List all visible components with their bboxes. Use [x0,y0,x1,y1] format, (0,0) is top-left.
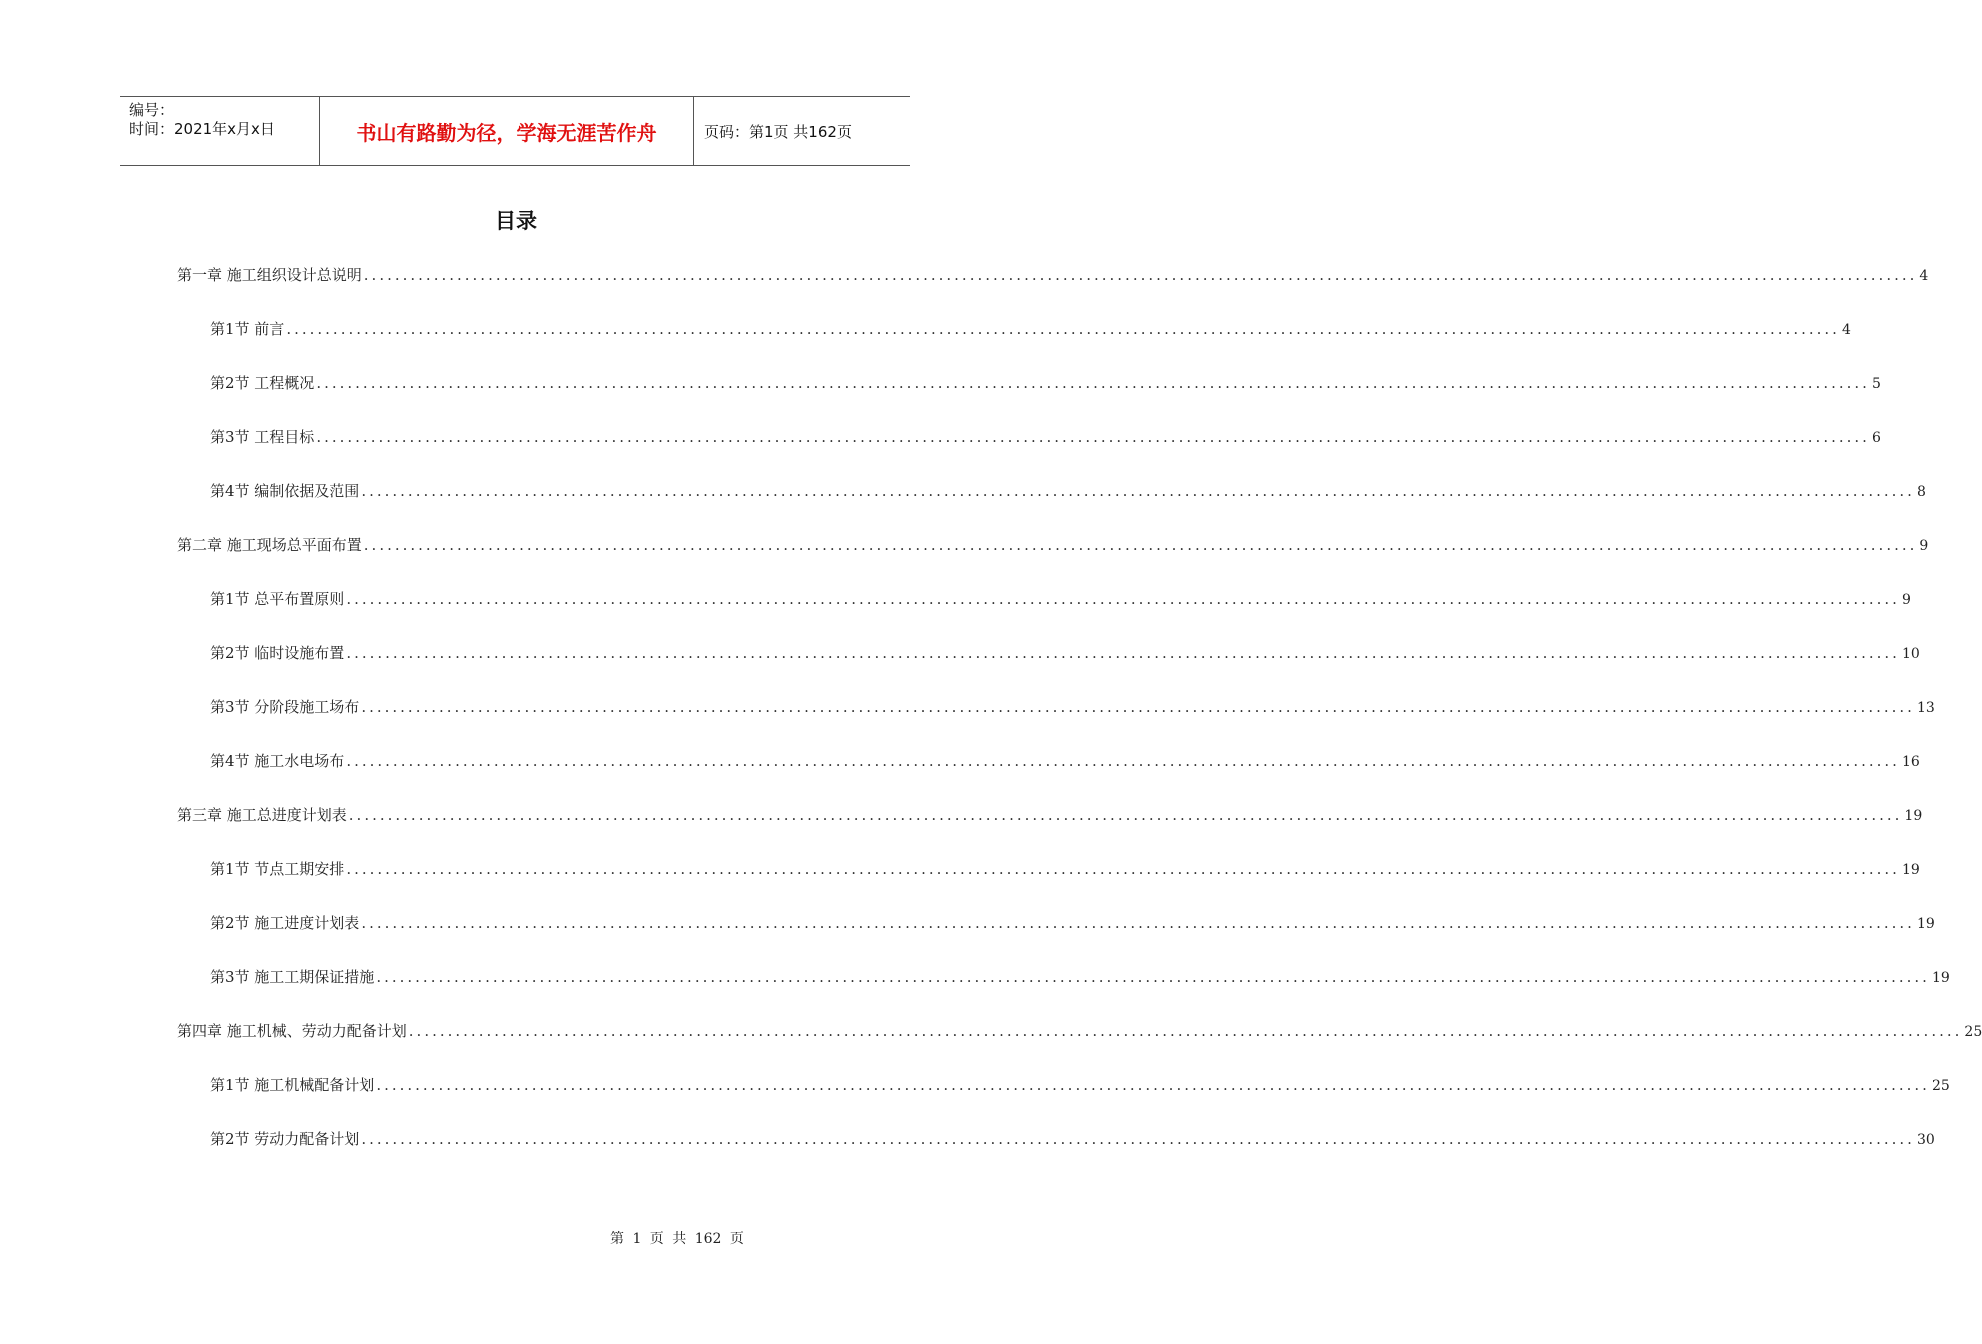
toc-entry-page: 16 [1901,754,1920,770]
toc-dot-leader: ........................................................................................................................................................................................................ [348,806,1903,824]
toc-entry[interactable] [210,858,1920,880]
toc-title: 目录 [495,209,537,233]
page-footer: 第 1 页 共 162 页 [610,1231,744,1247]
time-label: 时间：2021年x月x日 [129,120,275,138]
toc-entry-label: 第一章 施工组织设计总说明 [177,266,362,284]
toc-dot-leader: ........................................................................................................................................................................................................ [361,482,1915,500]
toc-entry[interactable] [210,318,1851,340]
toc-dot-leader: ........................................................................................................................................................................................................ [376,1076,1930,1094]
toc-entry-label: 第2节 工程概况 [210,374,315,392]
toc-entry-page: 25 [1964,1024,1982,1040]
toc-entry-label: 第1节 前言 [210,320,285,338]
toc-entry[interactable] [177,264,1929,286]
toc-dot-leader: ........................................................................................................................................................................................................ [361,914,1915,932]
toc-entry[interactable] [177,804,1923,826]
toc-entry-page: 6 [1871,430,1881,446]
toc-dot-leader: ........................................................................................................................................................................................................ [346,590,1900,608]
toc-entry[interactable] [210,750,1920,772]
toc-entry[interactable] [210,480,1926,502]
page-header [120,96,910,166]
toc-entry[interactable] [210,1074,1950,1096]
toc-entry[interactable] [210,588,1911,610]
toc-entry[interactable] [210,966,1950,988]
toc-entry-page: 19 [1931,970,1950,986]
toc-dot-leader: ........................................................................................................................................................................................................ [361,698,1915,716]
toc-entry-page: 19 [1904,808,1923,824]
toc-dot-leader: ........................................................................................................................................................................................................ [361,1130,1915,1148]
toc-entry-page: 4 [1919,268,1929,284]
toc-entry-page: 25 [1931,1078,1950,1094]
toc-entry-label: 第1节 施工机械配备计划 [210,1076,375,1094]
toc-entry-page: 9 [1919,538,1929,554]
toc-entry-label: 第四章 施工机械、劳动力配备计划 [177,1022,407,1040]
toc-entry-page: 30 [1916,1132,1935,1148]
toc-entry[interactable] [177,534,1929,556]
toc-dot-leader: ........................................................................................................................................................................................................ [376,968,1930,986]
header-page-info: 页码：第1页 共162页 [704,122,852,141]
toc-entry-label: 第3节 分阶段施工场布 [210,698,360,716]
toc-entry-label: 第3节 工程目标 [210,428,315,446]
toc-entry[interactable] [210,372,1881,394]
toc-dot-leader: ........................................................................................................................................................................................................ [408,1022,1963,1040]
toc-entry-page: 19 [1916,916,1935,932]
toc-dot-leader: ........................................................................................................................................................................................................ [346,860,1900,878]
toc-entry-label: 第3节 施工工期保证措施 [210,968,375,986]
toc-entry-label: 第2节 劳动力配备计划 [210,1130,360,1148]
header-meta [120,97,320,165]
toc-entry-label: 第二章 施工现场总平面布置 [177,536,362,554]
toc-dot-leader: ........................................................................................................................................................................................................ [316,428,1870,446]
toc-entry-page: 5 [1871,376,1881,392]
toc-entry-label: 第2节 施工进度计划表 [210,914,360,932]
toc-entry[interactable] [210,696,1935,718]
toc-entry-page: 4 [1841,322,1851,338]
toc-entry-label: 第2节 临时设施布置 [210,644,345,662]
toc-dot-leader: ........................................................................................................................................................................................................ [316,374,1870,392]
toc-entry[interactable] [210,1128,1935,1150]
toc-entry-label: 第三章 施工总进度计划表 [177,806,347,824]
toc-dot-leader: ........................................................................................................................................................................................................ [286,320,1840,338]
toc-entry-label: 第4节 编制依据及范围 [210,482,360,500]
toc-entry-label: 第1节 节点工期安排 [210,860,345,878]
header-motto: 书山有路勤为径，学海无涯苦作舟 [320,97,694,165]
toc-entry-page: 9 [1901,592,1911,608]
toc-dot-leader: ........................................................................................................................................................................................................ [363,536,1918,554]
toc-dot-leader: ........................................................................................................................................................................................................ [346,752,1900,770]
toc-dot-leader: ........................................................................................................................................................................................................ [363,266,1918,284]
toc-entry[interactable] [210,912,1935,934]
toc-entry-label: 第1节 总平布置原则 [210,590,345,608]
toc-entry[interactable] [210,642,1920,664]
toc-entry-page: 8 [1916,484,1926,500]
toc-entry[interactable] [177,1020,1982,1042]
toc-entry-page: 19 [1901,862,1920,878]
toc-entry-page: 10 [1901,646,1920,662]
toc-dot-leader: ........................................................................................................................................................................................................ [346,644,1900,662]
toc-entry-label: 第4节 施工水电场布 [210,752,345,770]
toc-entry[interactable] [210,426,1881,448]
toc-entry-page: 13 [1916,700,1935,716]
serial-label: 编号： [129,101,175,119]
